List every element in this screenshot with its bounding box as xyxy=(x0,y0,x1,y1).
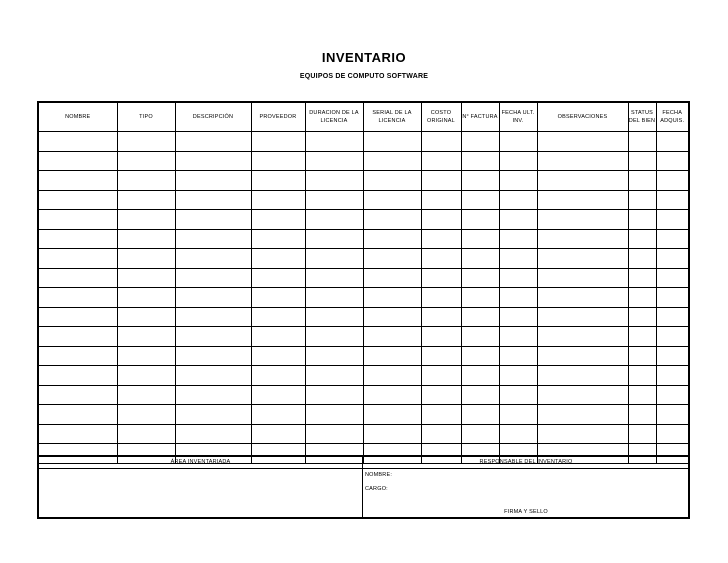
area-section xyxy=(39,457,362,519)
table-cell[interactable] xyxy=(117,346,175,366)
table-cell[interactable] xyxy=(537,229,628,249)
table-cell[interactable] xyxy=(656,229,688,249)
table-row xyxy=(39,385,688,405)
table-cell[interactable] xyxy=(305,385,363,405)
table-cell[interactable] xyxy=(628,405,656,425)
table-cell[interactable] xyxy=(537,249,628,269)
table-cell[interactable] xyxy=(656,327,688,347)
table-cell[interactable] xyxy=(363,132,421,152)
table-cell[interactable] xyxy=(537,405,628,425)
table-cell[interactable] xyxy=(461,405,499,425)
table-cell[interactable] xyxy=(39,190,117,210)
table-cell[interactable] xyxy=(305,366,363,386)
table-cell[interactable] xyxy=(499,268,537,288)
col-proveedor: PROVEEDOR xyxy=(251,103,305,132)
col-fecha-adquis: FECHA ADQUIS. xyxy=(656,103,688,132)
table-row xyxy=(39,190,688,210)
table-cell[interactable] xyxy=(117,151,175,171)
table-cell[interactable] xyxy=(117,327,175,347)
table-cell[interactable] xyxy=(537,327,628,347)
table-cell[interactable] xyxy=(628,229,656,249)
table-cell[interactable] xyxy=(656,366,688,386)
table-cell[interactable] xyxy=(421,190,461,210)
table-cell[interactable] xyxy=(628,210,656,230)
table-cell[interactable] xyxy=(251,190,305,210)
table-cell[interactable] xyxy=(175,171,251,191)
table-cell[interactable] xyxy=(421,307,461,327)
table-row xyxy=(39,307,688,327)
col-factura: N° FACTURA xyxy=(461,103,499,132)
table-cell[interactable] xyxy=(175,229,251,249)
table-cell[interactable] xyxy=(175,366,251,386)
inventory-sheet xyxy=(37,101,690,519)
table-cell[interactable] xyxy=(117,171,175,191)
table-cell[interactable] xyxy=(537,366,628,386)
col-status-bien: STATUS DEL BIEN xyxy=(628,103,656,132)
table-cell[interactable] xyxy=(39,385,117,405)
table-cell[interactable] xyxy=(628,385,656,405)
table-cell[interactable] xyxy=(117,210,175,230)
table-cell[interactable] xyxy=(39,366,117,386)
table-cell[interactable] xyxy=(656,424,688,444)
table-cell[interactable] xyxy=(537,288,628,308)
table-cell[interactable] xyxy=(117,288,175,308)
table-cell[interactable] xyxy=(421,327,461,347)
table-cell[interactable] xyxy=(363,210,421,230)
table-cell[interactable] xyxy=(175,151,251,171)
table-cell[interactable] xyxy=(499,346,537,366)
table-cell[interactable] xyxy=(175,424,251,444)
table-cell[interactable] xyxy=(656,405,688,425)
inventory-table xyxy=(39,103,688,464)
table-cell[interactable] xyxy=(656,307,688,327)
table-cell[interactable] xyxy=(421,210,461,230)
table-cell[interactable] xyxy=(461,132,499,152)
position-label: CARGO: xyxy=(365,486,388,492)
table-row xyxy=(39,346,688,366)
table-cell[interactable] xyxy=(656,346,688,366)
table-cell[interactable] xyxy=(461,210,499,230)
table-cell[interactable] xyxy=(499,249,537,269)
table-cell[interactable] xyxy=(305,346,363,366)
table-cell[interactable] xyxy=(39,229,117,249)
table-cell[interactable] xyxy=(117,268,175,288)
table-cell[interactable] xyxy=(39,288,117,308)
table-cell[interactable] xyxy=(656,385,688,405)
table-cell[interactable] xyxy=(628,268,656,288)
table-cell[interactable] xyxy=(461,249,499,269)
table-cell[interactable] xyxy=(421,366,461,386)
table-cell[interactable] xyxy=(363,190,421,210)
table-cell[interactable] xyxy=(363,385,421,405)
table-cell[interactable] xyxy=(363,405,421,425)
table-cell[interactable] xyxy=(175,385,251,405)
table-header-row xyxy=(39,103,688,132)
table-cell[interactable] xyxy=(117,132,175,152)
table-cell[interactable] xyxy=(251,210,305,230)
table-row xyxy=(39,268,688,288)
table-row xyxy=(39,210,688,230)
table-cell[interactable] xyxy=(421,424,461,444)
table-cell[interactable] xyxy=(39,249,117,269)
table-cell[interactable] xyxy=(363,327,421,347)
table-cell[interactable] xyxy=(421,385,461,405)
table-cell[interactable] xyxy=(537,424,628,444)
table-cell[interactable] xyxy=(363,288,421,308)
table-cell[interactable] xyxy=(363,366,421,386)
table-cell[interactable] xyxy=(628,249,656,269)
table-cell[interactable] xyxy=(363,307,421,327)
table-cell[interactable] xyxy=(305,268,363,288)
table-cell[interactable] xyxy=(39,405,117,425)
table-cell[interactable] xyxy=(421,229,461,249)
table-cell[interactable] xyxy=(499,385,537,405)
table-cell[interactable] xyxy=(175,288,251,308)
table-body xyxy=(39,132,688,464)
table-cell[interactable] xyxy=(499,327,537,347)
table-cell[interactable] xyxy=(117,307,175,327)
table-cell[interactable] xyxy=(117,366,175,386)
table-cell[interactable] xyxy=(499,151,537,171)
table-cell[interactable] xyxy=(499,190,537,210)
table-cell[interactable] xyxy=(421,249,461,269)
table-cell[interactable] xyxy=(461,229,499,249)
table-cell[interactable] xyxy=(499,366,537,386)
table-cell[interactable] xyxy=(305,229,363,249)
col-tipo: TIPO xyxy=(117,103,175,132)
table-cell[interactable] xyxy=(537,385,628,405)
table-cell[interactable] xyxy=(628,366,656,386)
table-cell[interactable] xyxy=(175,327,251,347)
table-cell[interactable] xyxy=(363,249,421,269)
table-cell[interactable] xyxy=(628,151,656,171)
table-cell[interactable] xyxy=(461,424,499,444)
table-cell[interactable] xyxy=(117,190,175,210)
table-cell[interactable] xyxy=(39,132,117,152)
table-cell[interactable] xyxy=(39,151,117,171)
table-cell[interactable] xyxy=(461,327,499,347)
table-row xyxy=(39,327,688,347)
table-row xyxy=(39,249,688,269)
table-cell[interactable] xyxy=(499,307,537,327)
table-cell[interactable] xyxy=(39,346,117,366)
table-cell[interactable] xyxy=(175,210,251,230)
table-cell[interactable] xyxy=(39,210,117,230)
table-cell[interactable] xyxy=(175,346,251,366)
table-cell[interactable] xyxy=(39,268,117,288)
table-cell[interactable] xyxy=(628,190,656,210)
table-cell[interactable] xyxy=(251,249,305,269)
table-cell[interactable] xyxy=(461,385,499,405)
table-cell[interactable] xyxy=(499,229,537,249)
table-cell[interactable] xyxy=(251,229,305,249)
table-cell[interactable] xyxy=(117,249,175,269)
table-cell[interactable] xyxy=(363,268,421,288)
table-cell[interactable] xyxy=(363,151,421,171)
table-cell[interactable] xyxy=(499,288,537,308)
table-cell[interactable] xyxy=(537,132,628,152)
table-cell[interactable] xyxy=(175,190,251,210)
table-cell[interactable] xyxy=(305,405,363,425)
table-cell[interactable] xyxy=(175,268,251,288)
table-cell[interactable] xyxy=(305,249,363,269)
table-cell[interactable] xyxy=(305,424,363,444)
table-cell[interactable] xyxy=(537,307,628,327)
table-cell[interactable] xyxy=(251,132,305,152)
table-row xyxy=(39,229,688,249)
table-cell[interactable] xyxy=(175,249,251,269)
divider xyxy=(39,468,362,469)
table-cell[interactable] xyxy=(305,210,363,230)
col-descripcion: DESCRIPCIÓN xyxy=(175,103,251,132)
table-cell[interactable] xyxy=(117,385,175,405)
col-fecha-ult-inv: FECHA ULT. INV. xyxy=(499,103,537,132)
table-cell[interactable] xyxy=(251,385,305,405)
table-cell[interactable] xyxy=(421,268,461,288)
table-row xyxy=(39,366,688,386)
area-label: ÁREA INVENTARIADA xyxy=(170,459,231,465)
table-cell[interactable] xyxy=(461,288,499,308)
table-cell[interactable] xyxy=(305,190,363,210)
table-cell[interactable] xyxy=(537,171,628,191)
table-cell[interactable] xyxy=(628,307,656,327)
table-cell[interactable] xyxy=(499,171,537,191)
table-cell[interactable] xyxy=(305,171,363,191)
table-row xyxy=(39,132,688,152)
table-cell[interactable] xyxy=(251,366,305,386)
table-cell[interactable] xyxy=(251,151,305,171)
table-cell[interactable] xyxy=(421,405,461,425)
table-cell[interactable] xyxy=(628,327,656,347)
col-duracion-licencia: DURACION DE LA LICENCIA xyxy=(305,103,363,132)
table-cell[interactable] xyxy=(39,307,117,327)
table-cell[interactable] xyxy=(305,307,363,327)
table-cell[interactable] xyxy=(656,171,688,191)
table-cell[interactable] xyxy=(628,346,656,366)
table-cell[interactable] xyxy=(461,268,499,288)
table-cell[interactable] xyxy=(363,346,421,366)
table-cell[interactable] xyxy=(117,424,175,444)
table-cell[interactable] xyxy=(421,151,461,171)
table-cell[interactable] xyxy=(461,366,499,386)
table-cell[interactable] xyxy=(363,229,421,249)
table-cell[interactable] xyxy=(656,268,688,288)
table-cell[interactable] xyxy=(251,171,305,191)
responsible-label: RESPONSABLE DEL INVENTARIO xyxy=(479,459,573,465)
table-row xyxy=(39,171,688,191)
table-cell[interactable] xyxy=(499,210,537,230)
table-cell[interactable] xyxy=(656,249,688,269)
table-cell[interactable] xyxy=(537,210,628,230)
table-cell[interactable] xyxy=(537,151,628,171)
form-title: INVENTARIO xyxy=(321,50,407,65)
table-cell[interactable] xyxy=(251,307,305,327)
table-cell[interactable] xyxy=(656,288,688,308)
table-cell[interactable] xyxy=(117,229,175,249)
table-cell[interactable] xyxy=(656,210,688,230)
table-cell[interactable] xyxy=(175,307,251,327)
table-row xyxy=(39,405,688,425)
table-row xyxy=(39,288,688,308)
table-cell[interactable] xyxy=(656,151,688,171)
form-subtitle: EQUIPOS DE COMPUTO SOFTWARE xyxy=(299,73,429,80)
table-cell[interactable] xyxy=(39,171,117,191)
responsible-section xyxy=(362,457,689,519)
table-cell[interactable] xyxy=(628,132,656,152)
table-cell[interactable] xyxy=(461,346,499,366)
table-cell[interactable] xyxy=(499,132,537,152)
table-cell[interactable] xyxy=(537,268,628,288)
table-cell[interactable] xyxy=(251,327,305,347)
table-cell[interactable] xyxy=(461,171,499,191)
table-cell[interactable] xyxy=(656,190,688,210)
table-cell[interactable] xyxy=(656,132,688,152)
footer-section xyxy=(39,455,688,519)
table-cell[interactable] xyxy=(499,405,537,425)
name-label: NOMBRE: xyxy=(365,472,393,478)
col-serial-licencia: SERIAL DE LA LICENCIA xyxy=(363,103,421,132)
table-cell[interactable] xyxy=(537,190,628,210)
table-cell[interactable] xyxy=(251,424,305,444)
table-cell[interactable] xyxy=(461,151,499,171)
table-cell[interactable] xyxy=(421,346,461,366)
table-cell[interactable] xyxy=(175,132,251,152)
signature-label: FIRMA Y SELLO xyxy=(504,509,548,515)
table-cell[interactable] xyxy=(251,405,305,425)
table-cell[interactable] xyxy=(421,171,461,191)
table-cell[interactable] xyxy=(251,346,305,366)
table-cell[interactable] xyxy=(305,132,363,152)
table-cell[interactable] xyxy=(421,132,461,152)
table-cell[interactable] xyxy=(305,151,363,171)
divider xyxy=(363,468,689,469)
col-costo-original: COSTO ORIGINAL xyxy=(421,103,461,132)
table-cell[interactable] xyxy=(628,171,656,191)
table-cell[interactable] xyxy=(628,424,656,444)
table-cell[interactable] xyxy=(251,268,305,288)
col-nombre: NOMBRE xyxy=(39,103,117,132)
table-cell[interactable] xyxy=(39,424,117,444)
col-observaciones: OBSERVACIONES xyxy=(537,103,628,132)
table-cell[interactable] xyxy=(305,327,363,347)
table-cell[interactable] xyxy=(628,288,656,308)
table-cell[interactable] xyxy=(305,288,363,308)
table-row xyxy=(39,151,688,171)
table-cell[interactable] xyxy=(363,424,421,444)
table-cell[interactable] xyxy=(363,171,421,191)
table-cell[interactable] xyxy=(421,288,461,308)
table-cell[interactable] xyxy=(251,288,305,308)
table-cell[interactable] xyxy=(175,405,251,425)
table-cell[interactable] xyxy=(39,327,117,347)
table-cell[interactable] xyxy=(461,190,499,210)
table-cell[interactable] xyxy=(117,405,175,425)
table-cell[interactable] xyxy=(499,424,537,444)
table-cell[interactable] xyxy=(461,307,499,327)
table-row xyxy=(39,424,688,444)
table-cell[interactable] xyxy=(537,346,628,366)
